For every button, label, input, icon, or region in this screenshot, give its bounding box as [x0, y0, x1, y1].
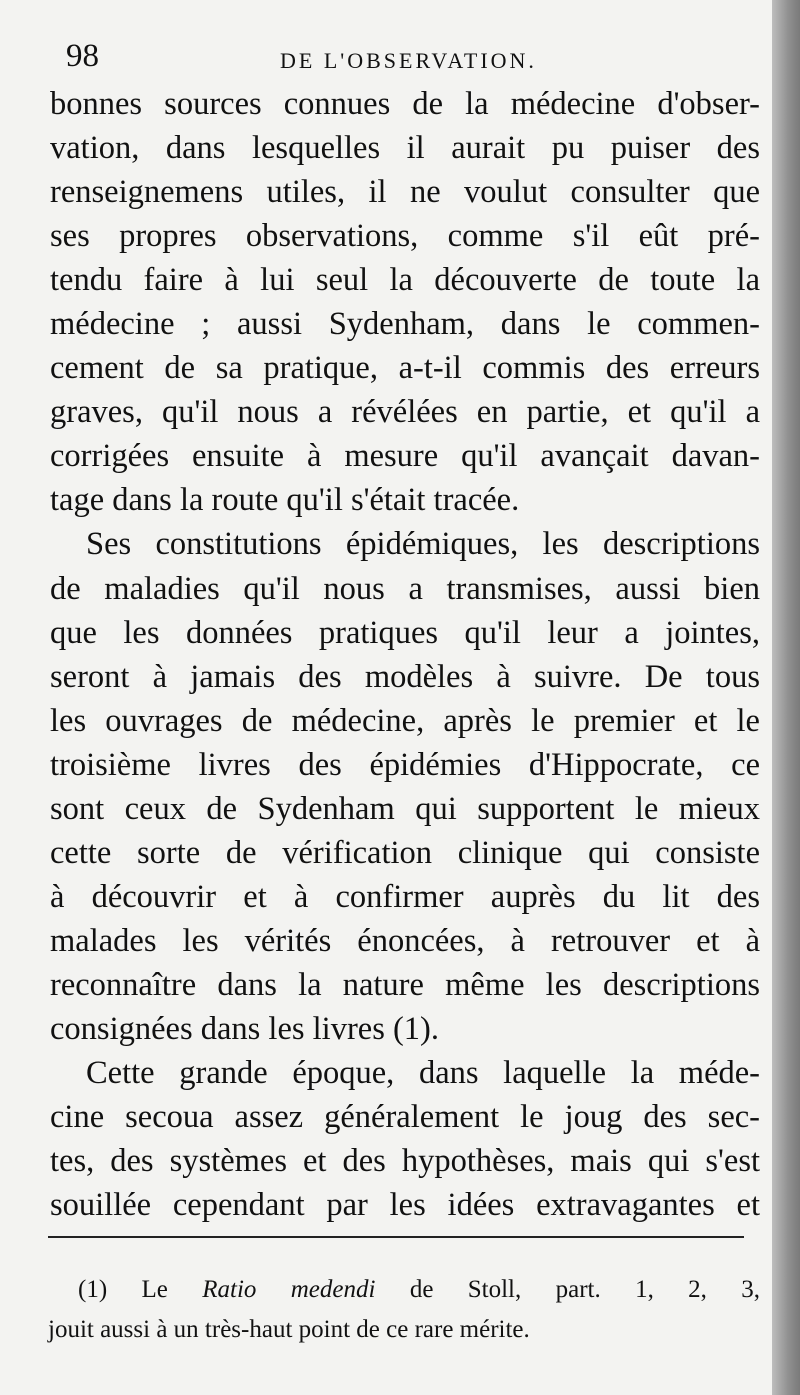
- text-line: cine secoua assez généralement le joug des sec-: [50, 1099, 760, 1136]
- text-line: consignées dans les livres (1).: [50, 1010, 440, 1047]
- footnote-line: jouit aussi à un très-haut point de ce rare mérite.: [48, 1316, 530, 1343]
- text-line: à découvrir et à confirmer auprès du lit des: [50, 878, 760, 915]
- text-line: tes, des systèmes et des hypothèses, mais qui s'est: [50, 1143, 760, 1180]
- text-line: tendu faire à lui seul la découverte de toute la: [50, 262, 760, 299]
- text-line: troisième livres des épidémies d'Hippocrate, ce: [50, 746, 760, 783]
- text-line: que les données pratiques qu'il leur a jointes,: [50, 614, 760, 651]
- page-number: 98: [66, 38, 99, 74]
- body-text: [50, 82, 760, 1227]
- running-head: [60, 36, 760, 80]
- text-line: renseignemens utiles, il ne voulut consulter que: [50, 174, 760, 211]
- text-line: graves, qu'il nous a révélées en partie, et qu'il a: [50, 394, 760, 431]
- text-line: corrigées ensuite à mesure qu'il avançait davan-: [50, 438, 760, 475]
- running-title: DE L'OBSERVATION.: [280, 48, 537, 73]
- footnote-line: [48, 1270, 760, 1310]
- text-line: bonnes sources connues de la médecine d'obser-: [50, 86, 760, 122]
- text-line: malades les vérités énoncées, à retrouver et à: [50, 922, 760, 959]
- footnote: [48, 1270, 760, 1350]
- footnote-rule: [48, 1236, 744, 1238]
- text-line: de maladies qu'il nous a transmises, aussi bien: [50, 570, 760, 607]
- text-line: ses propres observations, comme s'il eût pré-: [50, 218, 760, 255]
- text-line: reconnaître dans la nature même les descriptions: [50, 966, 760, 1003]
- text-line: tage dans la route qu'il s'était tracée.: [50, 482, 520, 519]
- text-line: cette sorte de vérification clinique qui consiste: [50, 834, 760, 871]
- text-line: les ouvrages de médecine, après le premier et le: [50, 702, 760, 739]
- text-line: cement de sa pratique, a-t-il commis des erreurs: [50, 350, 760, 387]
- paragraph-start-line: Cette grande époque, dans laquelle la méde-: [86, 1055, 760, 1092]
- text-line: seront à jamais des modèles à suivre. De tous: [50, 658, 760, 695]
- paragraph-start-line: Ses constitutions épidémiques, les descriptions: [86, 526, 760, 563]
- text-line: vation, dans lesquelles il aurait pu puiser des: [50, 130, 760, 167]
- text-line: sont ceux de Sydenham qui supportent le mieux: [50, 790, 760, 827]
- footnote-marker: (1) Le: [78, 1276, 168, 1303]
- page-edge: [772, 0, 800, 1395]
- text-line: souillée cependant par les idées extravagantes et: [50, 1187, 760, 1224]
- text-line: médecine ; aussi Sydenham, dans le commen-: [50, 306, 760, 343]
- footnote-italic-title: Ratio medendi: [202, 1276, 376, 1303]
- footnote-text: de Stoll, part. 1, 2, 3,: [409, 1276, 761, 1303]
